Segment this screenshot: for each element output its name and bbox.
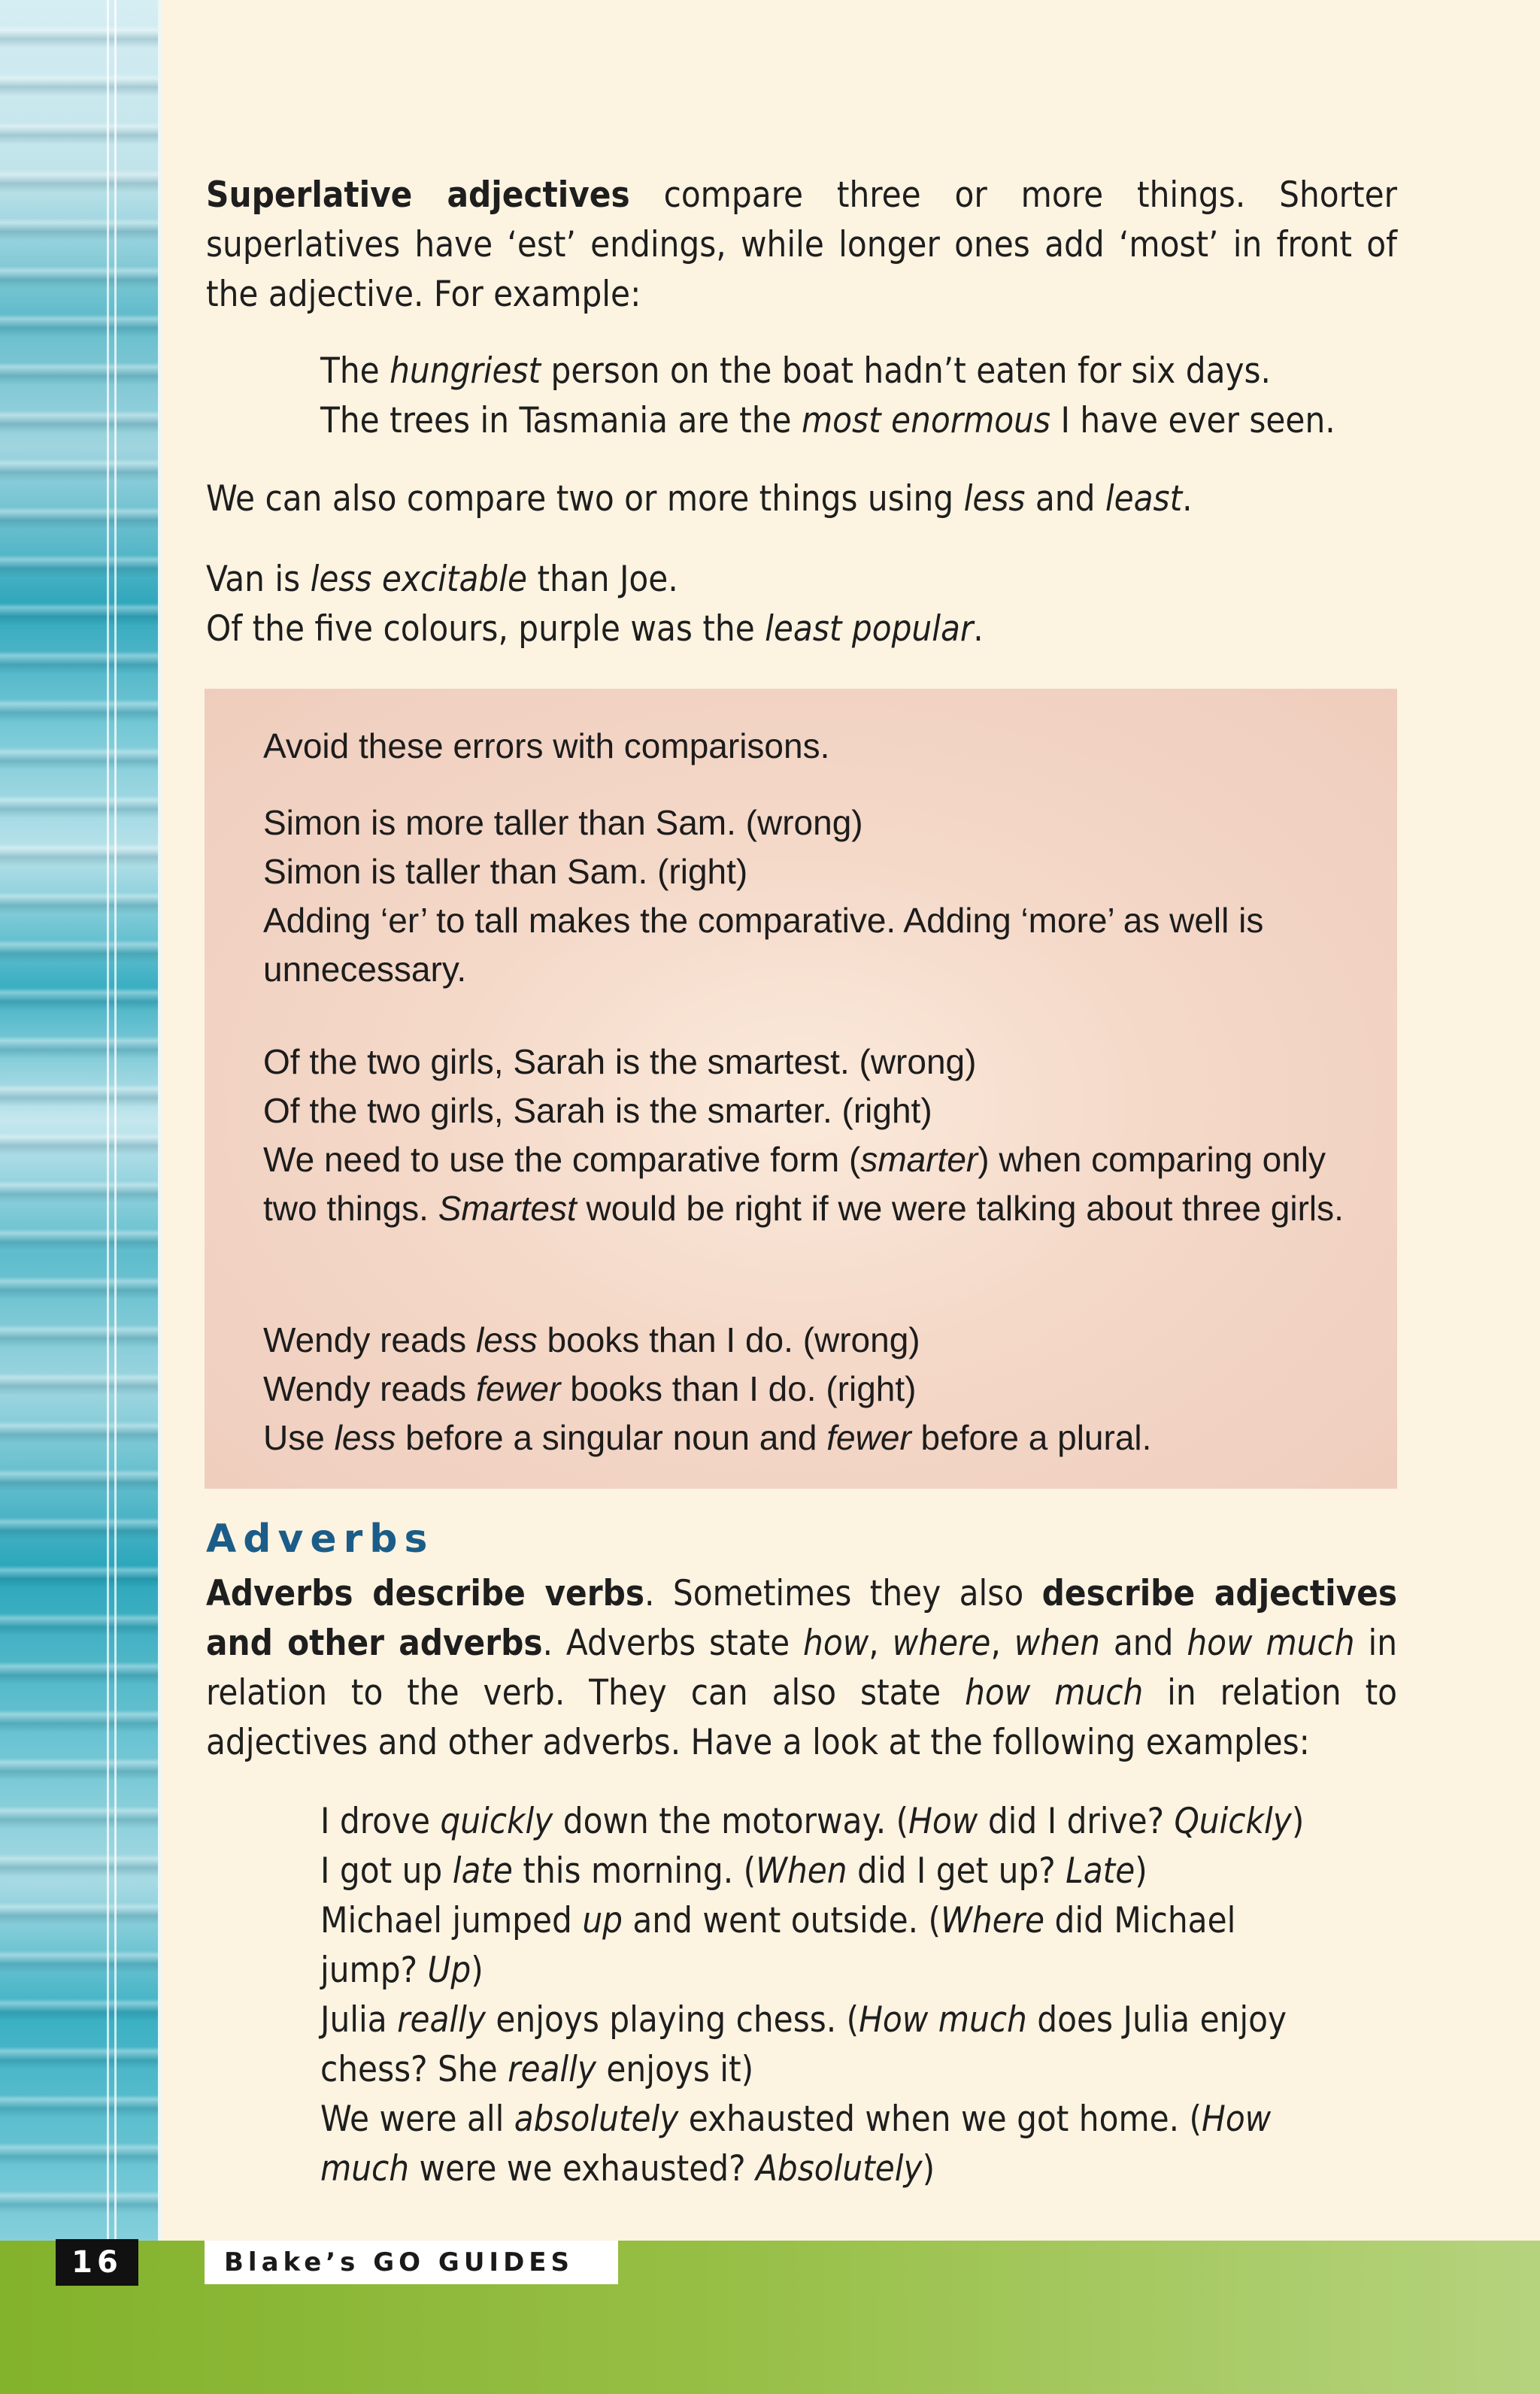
page-number: 16 — [56, 2239, 138, 2286]
example-text: enjoys playing chess. ( — [485, 1999, 859, 2041]
example-emphasis: most enormous — [801, 400, 1051, 441]
term-least: least — [1105, 478, 1183, 520]
strip-edge — [158, 0, 161, 2241]
error-right-line — [263, 1365, 1369, 1414]
error-box-title: Avoid these errors with comparisons. — [263, 726, 830, 765]
error-note: Adding ‘er’ to tall makes the comparative. Adding ‘more’ as well is unnecessary. — [263, 901, 1264, 989]
example-text: this morning. ( — [512, 1850, 756, 1892]
example-emphasis: How much — [320, 2099, 1272, 2189]
example-emphasis: Absolutely — [756, 2148, 923, 2189]
italic-term: how much — [1187, 1623, 1355, 1664]
example-text: The — [320, 350, 390, 392]
example-emphasis: less excitable — [310, 559, 528, 600]
example-text: exhausted when we got home. ( — [678, 2099, 1202, 2140]
example-text: ) — [471, 1950, 484, 1991]
example-text: I have ever seen. — [1050, 400, 1335, 441]
example-emphasis: When — [756, 1850, 847, 1892]
example-emphasis: How much — [859, 1999, 1027, 2041]
error-note — [263, 1414, 1369, 1462]
italic-term: where — [892, 1623, 991, 1664]
note-text: would be right if we were talking about three girls. — [576, 1189, 1344, 1228]
error-note — [263, 1135, 1369, 1233]
note-text: books than I do. (right) — [560, 1369, 917, 1408]
note-text: Wendy reads — [263, 1320, 476, 1359]
bold-term: Adverbs describe verbs — [206, 1573, 645, 1614]
text: . — [1182, 478, 1193, 520]
example-line — [320, 347, 1403, 396]
example-line — [320, 396, 1403, 446]
example-text: . — [973, 608, 984, 650]
paragraph-text: , — [869, 1623, 893, 1664]
note-text: books than I do. (wrong) — [537, 1320, 920, 1359]
example-text: Van is — [206, 559, 311, 600]
decorative-rule — [107, 0, 109, 2241]
paragraph-text: in relation to the verb. They can also state — [206, 1623, 1397, 1714]
example-emphasis: really — [508, 2049, 596, 2090]
example-line — [206, 555, 1397, 605]
note-text: Use — [263, 1418, 335, 1457]
example-emphasis: Quickly — [1174, 1801, 1292, 1842]
paragraph-text: . Sometimes they also — [644, 1573, 1042, 1614]
example-emphasis: hungriest — [390, 350, 541, 392]
italic-term: how much — [965, 1672, 1144, 1714]
note-emphasis: fewer — [826, 1418, 911, 1457]
section-heading-adverbs: Adverbs — [206, 1517, 435, 1562]
example-text: ) — [1291, 1801, 1305, 1842]
example-text: ) — [922, 2148, 935, 2189]
paragraph-text: in relation to adjectives and other adverbs. Have a look at the following examples: — [206, 1672, 1397, 1763]
note-text: before a singular noun and — [396, 1418, 827, 1457]
adverb-example — [320, 1896, 1260, 1996]
note-text: Wendy reads — [263, 1369, 476, 1408]
adverbs-paragraph — [206, 1569, 1397, 1768]
note-text: before a plural. — [911, 1418, 1152, 1457]
example-text: did I get up? — [847, 1850, 1066, 1892]
example-text: Julia — [320, 1999, 398, 2041]
example-text: enjoys it) — [596, 2049, 754, 2090]
superlative-paragraph — [206, 171, 1397, 320]
example-emphasis: Late — [1066, 1850, 1135, 1892]
note-text: ) when comparing only two things. — [263, 1140, 1326, 1228]
note-emphasis: smarter — [860, 1140, 978, 1179]
example-text: person on the boat hadn’t eaten for six days. — [541, 350, 1271, 392]
example-text: does Julia enjoy chess? She — [320, 1999, 1287, 2090]
note-text: We need to use the comparative form ( — [263, 1140, 861, 1179]
error-right-line: Simon is taller than Sam. (right) — [263, 852, 748, 891]
text: We can also compare two or more things using — [206, 478, 964, 520]
paragraph-text: and — [1099, 1623, 1187, 1664]
bold-term: describe adjectives and other adverbs — [206, 1573, 1397, 1664]
example-emphasis: really — [397, 1999, 486, 2041]
book-stack-image — [0, 0, 159, 2241]
example-text: We were all — [320, 2099, 514, 2140]
example-emphasis: late — [452, 1850, 513, 1892]
example-emphasis: quickly — [440, 1801, 553, 1842]
paragraph-text: , — [990, 1623, 1014, 1664]
example-text: Michael jumped — [320, 1900, 583, 1941]
error-wrong-line — [263, 1316, 1369, 1365]
example-emphasis: Where — [941, 1900, 1045, 1941]
example-text: and went outside. ( — [622, 1900, 941, 1941]
example-text: ) — [1135, 1850, 1147, 1892]
term-superlative-adjectives: Superlative adjectives — [206, 174, 630, 216]
example-emphasis: up — [582, 1900, 623, 1941]
example-emphasis: Up — [427, 1950, 471, 1991]
example-emphasis: least popular — [765, 608, 974, 650]
example-text: Of the five colours, purple was the — [206, 608, 765, 650]
example-text: I drove — [320, 1801, 441, 1842]
note-emphasis: less — [334, 1418, 396, 1457]
example-text: did Michael jump? — [320, 1900, 1236, 1991]
error-wrong-line: Of the two girls, Sarah is the smartest. (wrong) — [263, 1042, 977, 1081]
example-text: down the motorway. ( — [553, 1801, 909, 1842]
adverb-example — [320, 2095, 1283, 2194]
paragraph-text: compare three or more things. Shorter superlatives have ‘est’ endings, while longer ones add ‘most’ in front of the adjective. For example: — [206, 174, 1397, 315]
adverb-example — [320, 1847, 1358, 1896]
decorative-rule — [114, 0, 117, 2241]
series-title: Blake’s GO GUIDES — [224, 2247, 574, 2277]
note-emphasis: Smartest — [438, 1189, 577, 1228]
note-emphasis: fewer — [475, 1369, 561, 1408]
example-emphasis: How — [908, 1801, 978, 1842]
error-right-line: Of the two girls, Sarah is the smarter. (right) — [263, 1091, 932, 1130]
term-less: less — [963, 478, 1026, 520]
example-text: were we exhausted? — [409, 2148, 756, 2189]
example-text: than Joe. — [527, 559, 678, 600]
example-text: did I drive? — [978, 1801, 1175, 1842]
example-text: I got up — [320, 1850, 453, 1892]
example-emphasis: absolutely — [514, 2099, 679, 2140]
italic-term: how — [803, 1623, 869, 1664]
italic-term: when — [1014, 1623, 1100, 1664]
error-wrong-line: Simon is more taller than Sam. (wrong) — [263, 803, 863, 842]
less-least-sentence — [206, 474, 1397, 524]
text: and — [1025, 478, 1105, 520]
example-line — [206, 605, 1397, 654]
adverb-example — [320, 1996, 1328, 2095]
adverb-example — [320, 1797, 1358, 1847]
paragraph-text: . Adverbs state — [542, 1623, 804, 1664]
example-text: The trees in Tasmania are the — [320, 400, 802, 441]
note-emphasis: less — [475, 1320, 538, 1359]
